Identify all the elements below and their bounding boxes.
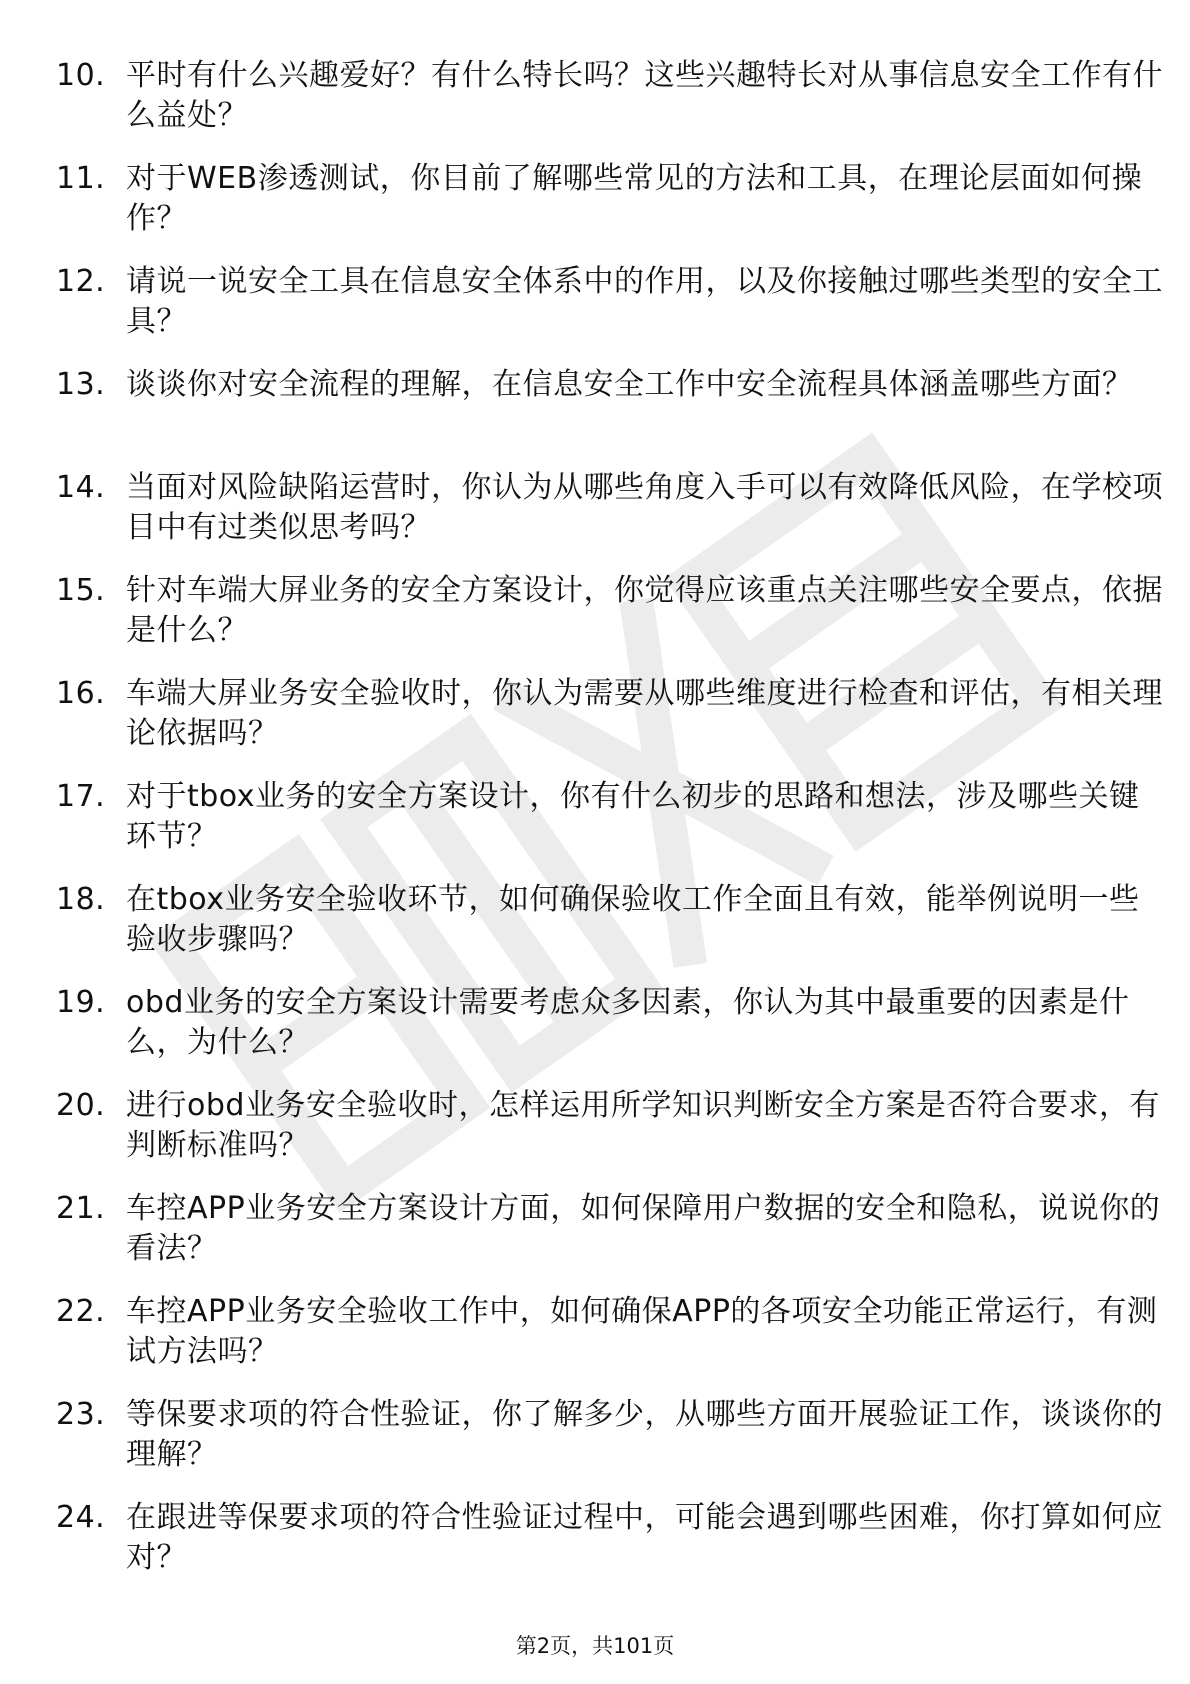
question-number: 24. bbox=[56, 1500, 106, 1535]
question-text: 等保要求项的符合性验证，你了解多少，从哪些方面开展验证工作，谈谈你的理解？ bbox=[126, 1397, 1163, 1472]
question-number: 20. bbox=[56, 1088, 106, 1123]
question-item bbox=[56, 1395, 1163, 1498]
question-item bbox=[56, 983, 1136, 1086]
question-text: 在tbox业务安全验收环节，如何确保验收工作全面且有效，能举例说明一些验收步骤吗？ bbox=[126, 882, 1140, 957]
question-item bbox=[56, 674, 1163, 777]
question-item bbox=[56, 468, 1163, 571]
question-item bbox=[56, 159, 1143, 262]
question-number: 12. bbox=[56, 264, 106, 299]
question-number: 11. bbox=[56, 161, 106, 196]
question-text: 谈谈你对安全流程的理解，在信息安全工作中安全流程具体涵盖哪些方面？ bbox=[126, 367, 1133, 402]
question-text: 对于WEB渗透测试，你目前了解哪些常见的方法和工具，在理论层面如何操作？ bbox=[126, 161, 1143, 236]
question-item bbox=[56, 571, 1163, 674]
question-number: 15. bbox=[56, 573, 106, 608]
question-item bbox=[56, 1086, 1160, 1189]
question-text: 对于tbox业务的安全方案设计，你有什么初步的思路和想法，涉及哪些关键环节？ bbox=[126, 779, 1140, 854]
question-number: 23. bbox=[56, 1397, 106, 1432]
question-number: 13. bbox=[56, 367, 106, 402]
question-item bbox=[56, 880, 1140, 983]
question-text: 车端大屏业务安全验收时，你认为需要从哪些维度进行检查和评估，有相关理论依据吗？ bbox=[126, 676, 1163, 751]
question-item bbox=[56, 1292, 1158, 1395]
question-item bbox=[56, 1498, 1163, 1601]
question-text: 针对车端大屏业务的安全方案设计，你觉得应该重点关注哪些安全要点，依据是什么？ bbox=[126, 573, 1163, 648]
question-item bbox=[56, 1189, 1161, 1292]
question-number: 21. bbox=[56, 1191, 106, 1226]
question-number: 16. bbox=[56, 676, 106, 711]
question-text: 当面对风险缺陷运营时，你认为从哪些角度入手可以有效降低风险，在学校项目中有过类似思考吗？ bbox=[126, 470, 1163, 545]
question-number: 19. bbox=[56, 985, 106, 1020]
question-item bbox=[56, 365, 1136, 468]
question-item bbox=[56, 262, 1163, 365]
question-list bbox=[56, 56, 1163, 1601]
question-number: 10. bbox=[56, 58, 106, 93]
question-number: 14. bbox=[56, 470, 106, 505]
question-text: obd业务的安全方案设计需要考虑众多因素，你认为其中最重要的因素是什么，为什么？ bbox=[126, 985, 1130, 1060]
question-text: 进行obd业务安全验收时，怎样运用所学知识判断安全方案是否符合要求，有判断标准吗？ bbox=[126, 1088, 1160, 1163]
page-footer: 第2页，共101页 bbox=[515, 1634, 675, 1658]
question-text: 请说一说安全工具在信息安全体系中的作用，以及你接触过哪些类型的安全工具？ bbox=[126, 264, 1163, 339]
question-text: 车控APP业务安全方案设计方面，如何保障用户数据的安全和隐私，说说你的看法？ bbox=[126, 1191, 1161, 1266]
question-number: 18. bbox=[56, 882, 106, 917]
question-item bbox=[56, 777, 1140, 880]
question-number: 17. bbox=[56, 779, 106, 814]
question-number: 22. bbox=[56, 1294, 106, 1329]
question-text: 平时有什么兴趣爱好？有什么特长吗？这些兴趣特长对从事信息安全工作有什么益处？ bbox=[126, 58, 1163, 133]
question-item bbox=[56, 56, 1163, 159]
question-text: 车控APP业务安全验收工作中，如何确保APP的各项安全功能正常运行，有测试方法吗？ bbox=[126, 1294, 1158, 1369]
question-text: 在跟进等保要求项的符合性验证过程中，可能会遇到哪些困难，你打算如何应对？ bbox=[126, 1500, 1163, 1575]
